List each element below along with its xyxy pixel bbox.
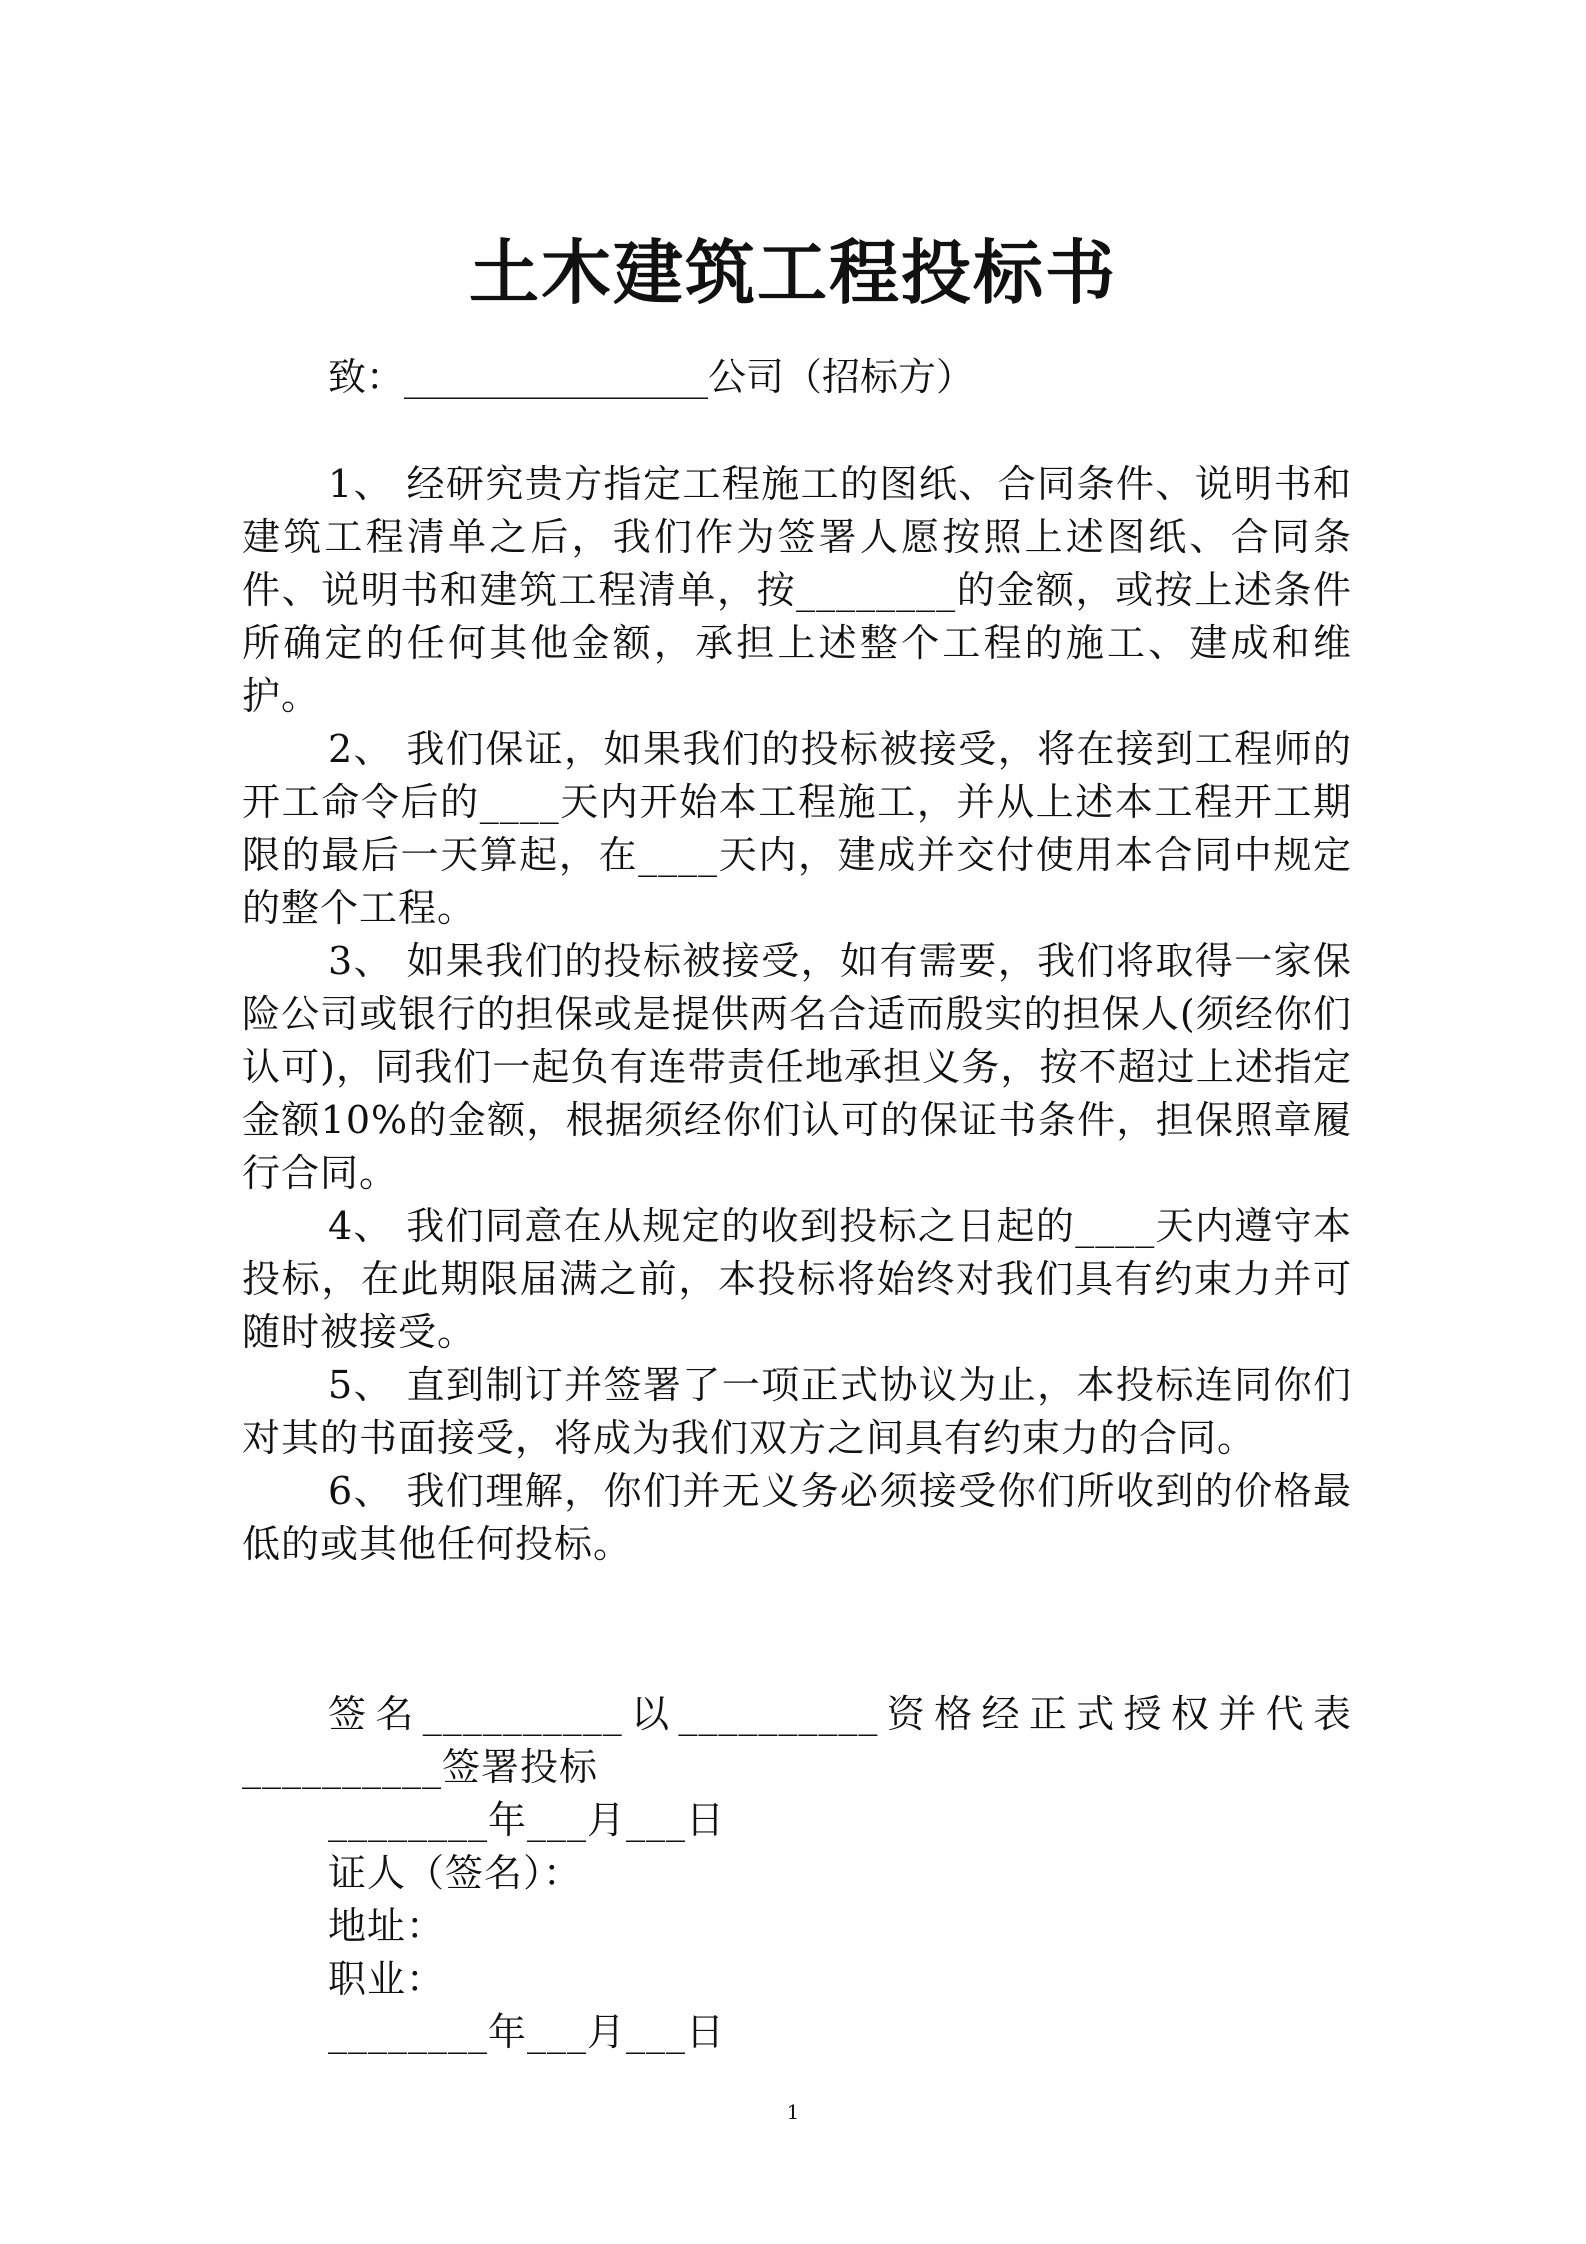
witness-label: 证人（签名）： xyxy=(328,1851,583,1895)
addressee-line: 致：________________公司（招标方） xyxy=(328,355,975,399)
clause-5: 5、 直到制订并签署了一项正式协议为止，本投标连同你们对其的书面接受，将成为我们双方之间具有约束力的合同。 xyxy=(242,1363,1352,1460)
witness-date: ________年___月___日 xyxy=(328,2010,726,2054)
clause-1: 1、 经研究贵方指定工程施工的图纸、合同条件、说明书和建筑工程清单之后，我们作为签署人愿按照上述图纸、合同条件、说明书和建筑工程清单，按________的金额，或按上述条件所确定的任何其他金额，承担上述整个工程的施工、建成和维护。 xyxy=(242,462,1352,718)
clause-3: 3、 如果我们的投标被接受，如有需要，我们将取得一家保险公司或银行的担保或是提供两名合适而殷实的担保人(须经你们认可)，同我们一起负有连带责任地承担义务，按不超过上述指定金额10%的金额，根据须经你们认可的保证书条件，担保照章履行合同。 xyxy=(242,939,1352,1195)
document-body xyxy=(242,458,1352,1571)
clause-2: 2、 我们保证，如果我们的投标被接受，将在接到工程师的开工命令后的____天内开始本工程施工，并从上述本工程开工期限的最后一天算起，在____天内，建成并交付使用本合同中规定的整个工程。 xyxy=(242,727,1352,930)
document-title: 土木建筑工程投标书 xyxy=(469,232,1117,314)
signature-statement: 签名__________以__________资格经正式授权并代表__________签署投标 xyxy=(242,1692,1352,1789)
clause-4: 4、 我们同意在从规定的收到投标之日起的____天内遵守本投标，在此期限届满之前，本投标将始终对我们具有约束力并可随时被接受。 xyxy=(242,1204,1352,1354)
page-number: 1 xyxy=(786,2100,800,2124)
occupation-label: 职业： xyxy=(328,1957,446,2001)
clause-6: 6、 我们理解，你们并无义务必须接受你们所收到的价格最低的或其他任何投标。 xyxy=(242,1469,1352,1566)
signature-date: ________年___月___日 xyxy=(328,1798,726,1842)
signature-block xyxy=(242,1688,1352,2059)
address-label: 地址： xyxy=(328,1904,446,1948)
